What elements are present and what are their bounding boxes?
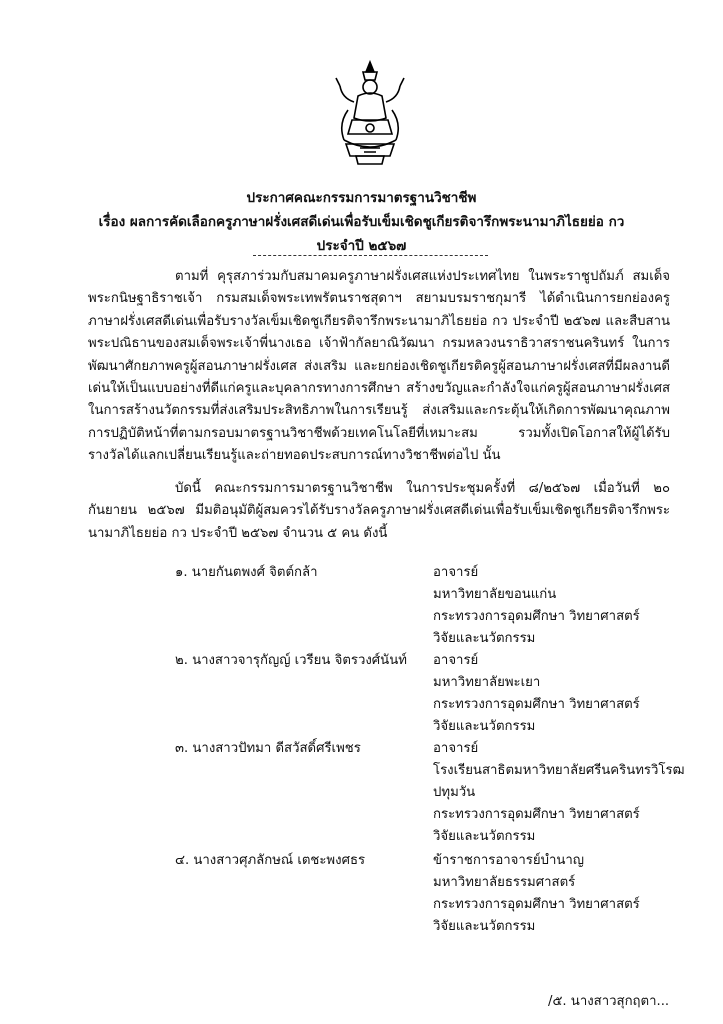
awardee-detail: มหาวิทยาลัยธรรมศาสตร์ [433,875,576,890]
intro-paragraph [88,266,670,468]
header-divider [253,255,488,256]
awardee-name: ๑. นายกันตพงศ์ จิตต์กล้า [175,565,318,580]
awardee-name: ๔. นางสาวศุภลักษณ์ เตชะพงศธร [175,853,366,868]
announcement-title: ประกาศคณะกรรมการมาตรฐานวิชาชีพ [246,190,477,206]
khuru-sapha-emblem-icon [330,58,410,168]
awardee-detail: ข้าราชการอาจารย์บำนาญ [433,853,585,868]
awardee-detail: วิจัยและนวัตกรรม [433,829,536,844]
awardee-detail: ปทุมวัน [433,785,476,800]
resolution-paragraph [88,478,670,545]
intro-paragraph-text: ตามที่ คุรุสภาร่วมกับสมาคมครูภาษาฝรั่งเศสแห่งประเทศไทย ในพระราชูปถัมภ์ สมเด็จพระกนิษฐาธิราชเจ้า กรมสมเด็จพระเทพรัตนราชสุดาฯ สยามบรมราชกุมารี ได้ดำเนินการยกย่องครูภาษาฝรั่งเศสดีเด่นเพื่อรับรางวัลเข็มเชิดชูเกียรติจารึกพระนามาภิไธยย่อ กว ประจำปี ๒๕๖๗ และสืบสานพระปณิธานของสมเด็จพระเจ้าพี่นางเธอ เจ้าฟ้ากัลยาณิวัฒนา กรมหลวงนราธิวาสราชนครินทร์ ในการพัฒนาศักยภาพครูผู้สอนภาษาฝรั่งเศส ส่งเสริม และยกย่องเชิดชูเกียรติครูผู้สอนภาษาฝรั่งเศสที่มีผลงานดีเด่นให้เป็นแบบอย่างที่ดีแก่ครูและบุคลากรทางการศึกษา สร้างขวัญและกำลังใจแก่ครูผู้สอนภาษาฝรั่งเศสในการสร้างนวัตกรรมที่ส่งเสริมประสิทธิภาพในการเรียนรู้ ส่งเสริมและกระตุ้นให้เกิดการพัฒนาคุณภาพการปฏิบัติหน้าที่ตามกรอบมาตรฐานวิชาชีพด้วยเทคโนโลยีที่เหมาะสม รวมทั้งเปิดโอกาสให้ผู้ได้รับรางวัลได้แลกเปลี่ยนเรียนรู้และถ่ายทอดประสบการณ์ทางวิชาชีพต่อไป นั้น [88,269,670,464]
announcement-subject: เรื่อง ผลการคัดเลือกครูภาษาฝรั่งเศสดีเด่นเพื่อรับเข็มเชิดชูเกียรติจารึกพระนามาภิไธยย่อ กว [98,214,625,230]
awardee-detail: อาจารย์ [433,653,479,668]
awardee-detail: กระทรวงการอุดมศึกษา วิทยาศาสตร์ [433,697,640,712]
awardee-detail: โรงเรียนสาธิตมหาวิทยาลัยศรีนครินทรวิโรฒ [433,763,685,778]
awardee-detail: อาจารย์ [433,741,479,756]
awardee-detail: กระทรวงการอุดมศึกษา วิทยาศาสตร์ [433,897,640,912]
awardee-detail: มหาวิทยาลัยขอนแก่น [433,587,557,602]
awardee-detail: วิจัยและนวัตกรรม [433,631,536,646]
awardee-detail: กระทรวงการอุดมศึกษา วิทยาศาสตร์ [433,609,640,624]
resolution-paragraph-text: บัดนี้ คณะกรรมการมาตรฐานวิชาชีพ ในการประชุมครั้งที่ ๘/๒๕๖๗ เมื่อวันที่ ๒๐ กันยายน ๒๕๖๗ มีมติอนุมัติผู้สมควรได้รับรางวัลครูภาษาฝรั่งเศสดีเด่นเพื่อรับเข็มเชิดชูเกียรติจารึกพระนามาภิไธยย่อ กว ประจำปี ๒๕๖๗ จำนวน ๕ คน ดังนี้ [88,481,670,541]
awardee-detail: วิจัยและนวัตกรรม [433,919,536,934]
awardee-detail: มหาวิทยาลัยพะเยา [433,675,541,690]
continuation-marker: /๕. นางสาวสุกฤตา... [548,994,670,1009]
awardee-detail: อาจารย์ [433,565,479,580]
awardee-detail: กระทรวงการอุดมศึกษา วิทยาศาสตร์ [433,807,640,822]
awardee-name: ๒. นางสาวจารุกัญญ์ เวรียน จิตรวงศ์นันท์ [175,653,407,668]
awardee-detail: วิจัยและนวัตกรรม [433,719,536,734]
awardee-name: ๓. นางสาวปัทมา ดีสวัสดิ์ศรีเพชร [175,741,361,756]
announcement-year: ประจำปี ๒๕๖๗ [316,238,407,254]
